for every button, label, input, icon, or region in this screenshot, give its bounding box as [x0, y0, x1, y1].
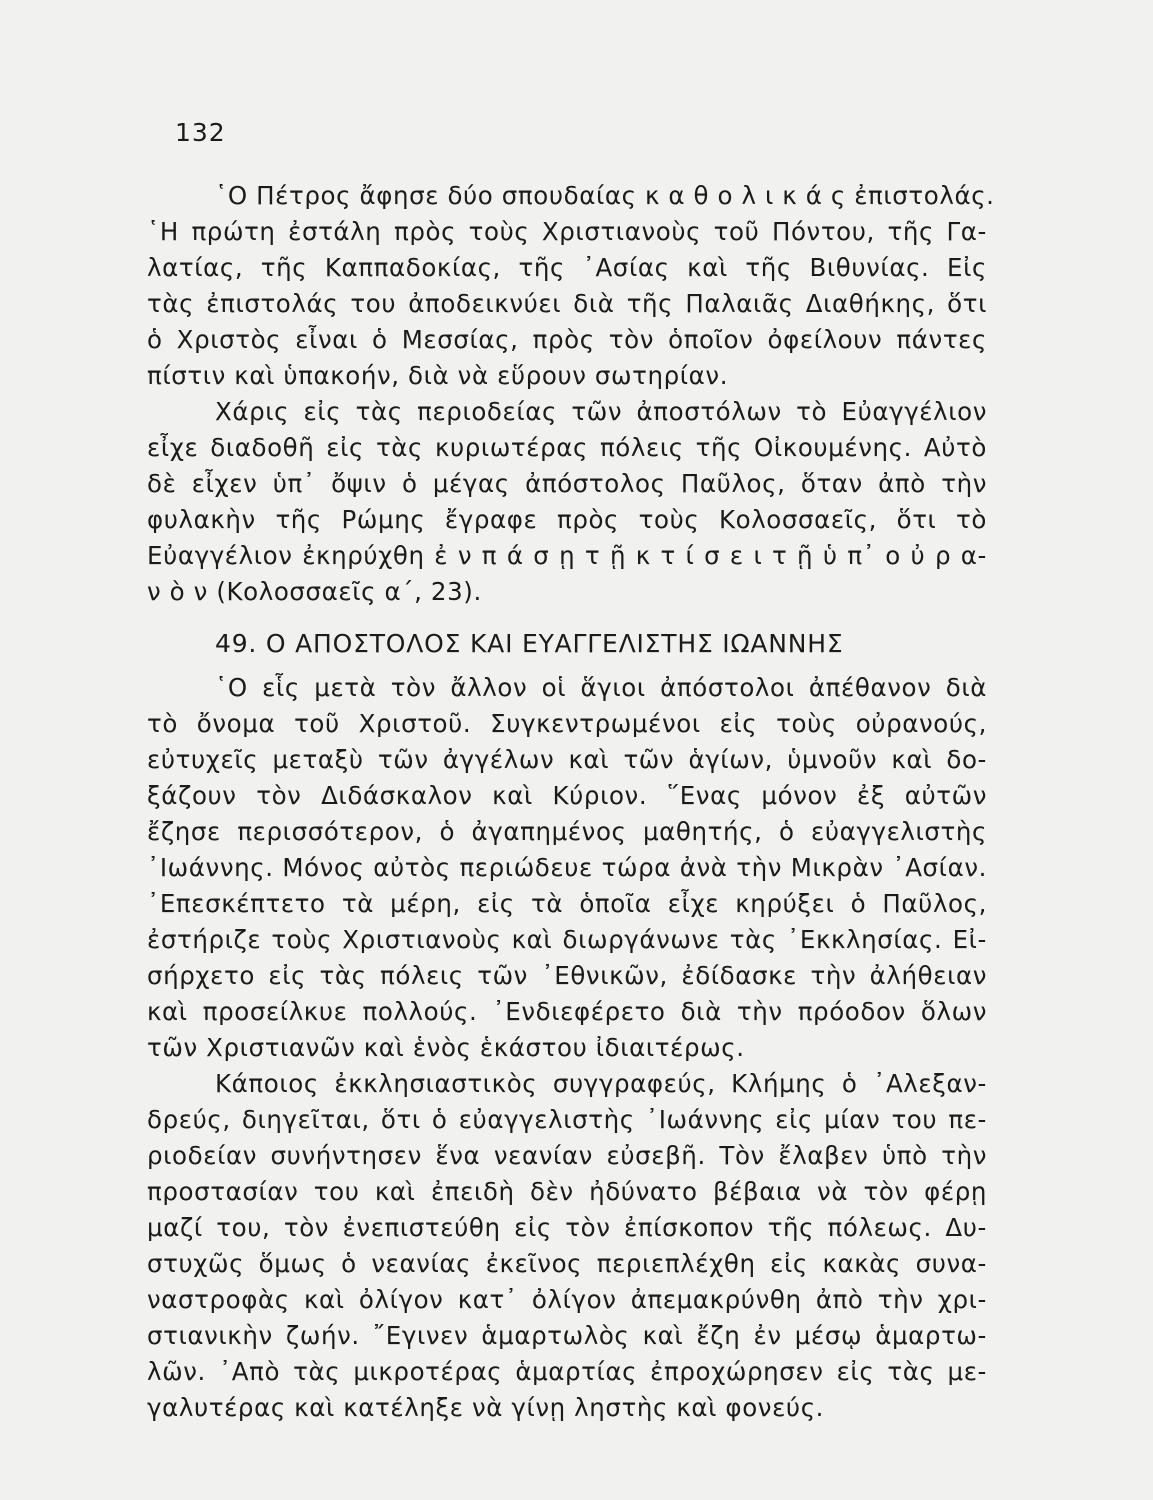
text-line: τὰς ἐπιστολάς του ἀποδεικνύει διὰ τῆς Παλαιᾶς Διαθήκης, ὅτι	[147, 289, 987, 318]
text-line: λατίας, τῆς Καππαδοκίας, τῆς ᾿Ασίας καὶ τῆς Βιθυνίας. Εἰς	[147, 253, 987, 282]
text-line: ἔζησε περισσότερον, ὁ ἀγαπημένος μαθητής, ὁ εὐαγγελιστὴς	[147, 817, 987, 846]
text-line: δὲ εἶχεν ὑπ᾿ ὄψιν ὁ μέγας ἀπόστολος Παῦλος, ὅταν ἀπὸ τὴν	[147, 469, 987, 498]
text-line: μαζί του, τὸν ἐνεπιστεύθη εἰς τὸν ἐπίσκοπον τῆς πόλεως. Δυ-	[147, 1213, 987, 1242]
text-line: δρεύς, διηγεῖται, ὅτι ὁ εὐαγγελιστὴς ᾿Ιωάννης εἰς μίαν του πε-	[147, 1105, 987, 1134]
text-line: Χάρις εἰς τὰς περιοδείας τῶν ἀποστόλων τὸ Εὐαγγέλιον	[215, 397, 987, 426]
text-line: τὸ ὄνομα τοῦ Χριστοῦ. Συγκεντρωμένοι εἰς τοὺς οὐρανούς,	[147, 709, 987, 738]
text-line: ριοδείαν συνήντησεν ἕνα νεανίαν εὐσεβῆ. Τὸν ἔλαβεν ὑπὸ τὴν	[147, 1141, 987, 1170]
text-line: σήρχετο εἰς τὰς πόλεις τῶν ᾿Εθνικῶν, ἐδίδασκε τὴν ἀλήθειαν	[147, 961, 987, 990]
text-line: καὶ προσείλκυε πολλούς. ᾿Ενδιεφέρετο διὰ τὴν πρόοδον ὅλων	[147, 997, 987, 1026]
text-line: ᾿Ιωάννης. Μόνος αὐτὸς περιώδευε τώρα ἀνὰ τὴν Μικρὰν ᾿Ασίαν.	[147, 853, 987, 882]
section-heading: 49. Ο ΑΠΟΣΤΟΛΟΣ ΚΑΙ ΕΥΑΓΓΕΛΙΣΤΗΣ ΙΩΑΝΝΗΣ	[215, 629, 844, 658]
text-line: εὐτυχεῖς μεταξὺ τῶν ἀγγέλων καὶ τῶν ἁγίων, ὑμνοῦν καὶ δο-	[147, 745, 987, 774]
text-line: ῾Η πρώτη ἐστάλη πρὸς τοὺς Χριστιανοὺς τοῦ Πόντου, τῆς Γα-	[147, 217, 987, 246]
text-line: ᾿Επεσκέπτετο τὰ μέρη, εἰς τὰ ὁποῖα εἶχε κηρύξει ὁ Παῦλος,	[147, 889, 987, 918]
text-line: στυχῶς ὅμως ὁ νεανίας ἐκεῖνος περιεπλέχθη εἰς κακὰς συνα-	[147, 1249, 987, 1278]
text-line: στιανικὴν ζωήν. ῎Εγινεν ἁμαρτωλὸς καὶ ἔζη ἐν μέσῳ ἁμαρτω-	[147, 1321, 987, 1350]
text-line: Εὐαγγέλιον ἐκηρύχθη ἐ ν π ά σ ῃ τ ῇ κ τ ί σ ε ι τ ῇ ὑ π᾿ ο ὐ ρ α-	[147, 541, 987, 570]
page-number: 132	[175, 118, 226, 147]
text-line: ὁ Χριστὸς εἶναι ὁ Μεσσίας, πρὸς τὸν ὁποῖον ὀφείλουν πάντες	[147, 325, 987, 354]
text-line: τῶν Χριστιανῶν καὶ ἑνὸς ἑκάστου ἰδιαιτέρως.	[147, 1033, 745, 1062]
text-line: ῾Ο εἷς μετὰ τὸν ἄλλον οἱ ἅγιοι ἀπόστολοι ἀπέθανον διὰ	[215, 673, 987, 702]
text-line: ν ὸ ν (Κολοσσαεῖς α΄, 23).	[147, 577, 482, 606]
text-line: ἐστήριζε τοὺς Χριστιανοὺς καὶ διωργάνωνε τὰς ᾿Εκκλησίας. Εἰ-	[147, 925, 987, 954]
text-line: γαλυτέρας καὶ κατέληξε νὰ γίνῃ ληστὴς καὶ φονεύς.	[147, 1393, 825, 1422]
text-line: Κάποιος ἐκκλησιαστικὸς συγγραφεύς, Κλήμης ὁ ᾿Αλεξαν-	[215, 1069, 987, 1098]
text-line: ῾Ο Πέτρος ἄφησε δύο σπουδαίας κ α θ ο λ ι κ ά ς ἐπιστολάς.	[215, 181, 995, 210]
text-line: λῶν. ᾿Απὸ τὰς μικροτέρας ἁμαρτίας ἐπροχώρησεν εἰς τὰς με-	[147, 1357, 987, 1386]
text-line: προστασίαν του καὶ ἐπειδὴ δὲν ἠδύνατο βέβαια νὰ τὸν φέρῃ	[147, 1177, 987, 1206]
text-line: πίστιν καὶ ὑπακοήν, διὰ νὰ εὕρουν σωτηρίαν.	[147, 361, 729, 390]
text-line: ναστροφὰς καὶ ὀλίγον κατ᾿ ὀλίγον ἀπεμακρύνθη ἀπὸ τὴν χρι-	[147, 1285, 987, 1314]
text-line: ξάζουν τὸν Διδάσκαλον καὶ Κύριον. ῞Ενας μόνον ἐξ αὐτῶν	[147, 781, 987, 810]
text-line: φυλακὴν τῆς Ρώμης ἔγραφε πρὸς τοὺς Κολοσσαεῖς, ὅτι τὸ	[147, 505, 987, 534]
text-line: εἶχε διαδοθῆ εἰς τὰς κυριωτέρας πόλεις τῆς Οἰκουμένης. Αὐτὸ	[147, 433, 987, 462]
